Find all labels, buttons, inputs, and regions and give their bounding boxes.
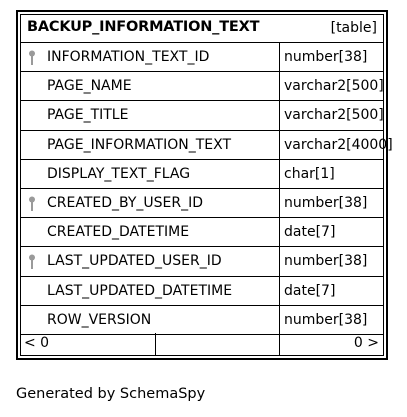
parents-count: < 0	[24, 335, 50, 351]
column-type: number[38]	[284, 49, 368, 65]
table-kind: [table]	[330, 20, 377, 36]
column-row	[21, 218, 383, 247]
column-type: date[7]	[284, 282, 336, 299]
column-divider	[279, 101, 280, 129]
column-type: varchar2[500]	[284, 107, 384, 124]
column-type: number[38]	[284, 253, 368, 270]
column-name: CREATED_DATETIME	[47, 224, 190, 241]
column-divider	[279, 160, 280, 188]
column-row	[21, 160, 383, 189]
column-row	[21, 189, 383, 218]
column-name: PAGE_NAME	[47, 78, 132, 95]
column-row	[21, 131, 393, 160]
table-name: BACKUP_INFORMATION_TEXT	[27, 19, 260, 35]
key-icon	[28, 50, 36, 66]
column-row	[21, 43, 383, 72]
column-name: LAST_UPDATED_DATETIME	[47, 282, 233, 299]
column-row	[21, 247, 383, 276]
column-divider	[279, 306, 280, 334]
generated-by-label: Generated by SchemaSpy	[16, 386, 206, 402]
column-type: varchar2[4000]	[284, 136, 393, 153]
column-divider	[279, 218, 280, 246]
column-name: ROW_VERSION	[47, 311, 152, 328]
key-icon	[28, 254, 36, 270]
column-type: varchar2[500]	[284, 78, 384, 95]
column-name: PAGE_TITLE	[47, 107, 129, 124]
column-type: number[38]	[284, 311, 368, 328]
table-footer	[21, 333, 383, 355]
column-type: char[1]	[284, 165, 335, 182]
column-type: number[38]	[284, 195, 368, 211]
column-row	[21, 101, 383, 130]
column-name: PAGE_INFORMATION_TEXT	[47, 136, 232, 153]
column-name: INFORMATION_TEXT_ID	[47, 49, 210, 65]
column-type: date[7]	[284, 224, 336, 241]
table-header	[21, 15, 383, 43]
column-row	[21, 277, 383, 306]
footer-divider	[279, 333, 280, 355]
column-divider	[279, 131, 280, 159]
table-entity-inner	[20, 14, 393, 356]
column-name: DISPLAY_TEXT_FLAG	[47, 165, 191, 182]
column-divider	[279, 189, 280, 217]
children-count: 0 >	[353, 335, 379, 351]
column-divider	[279, 277, 280, 305]
column-name: LAST_UPDATED_USER_ID	[47, 253, 222, 270]
key-icon	[28, 196, 36, 212]
column-name: CREATED_BY_USER_ID	[47, 195, 204, 211]
column-divider	[279, 247, 280, 275]
table-entity	[16, 10, 393, 360]
column-divider	[279, 72, 280, 100]
footer-divider	[155, 333, 156, 355]
column-row	[21, 306, 383, 335]
column-row	[21, 72, 383, 101]
column-divider	[279, 43, 280, 71]
